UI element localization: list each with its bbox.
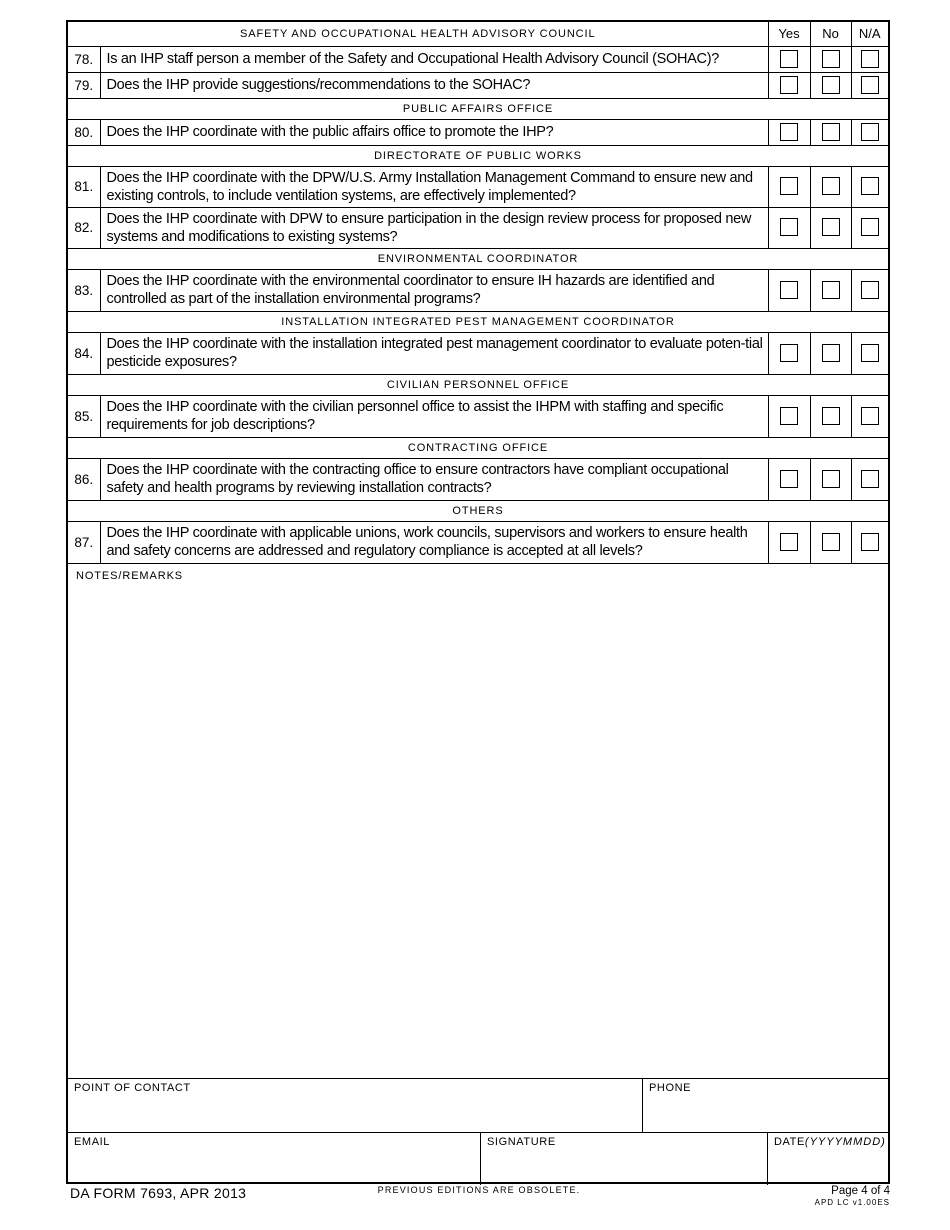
form-version: APD LC v1.00ES	[814, 1198, 890, 1207]
question-number: 85.	[68, 395, 100, 437]
question-text: Does the IHP provide suggestions/recommendations to the SOHAC?	[100, 72, 768, 98]
yes-checkbox[interactable]	[780, 50, 798, 68]
yes-checkbox[interactable]	[780, 177, 798, 195]
section-header-row	[68, 500, 888, 521]
na-checkbox[interactable]	[861, 281, 879, 299]
section-title: ENVIRONMENTAL COORDINATOR	[68, 248, 888, 269]
page-number: Page 4 of 4	[831, 1185, 890, 1197]
no-checkbox[interactable]	[822, 344, 840, 362]
yes-checkbox[interactable]	[780, 123, 798, 141]
no-checkbox[interactable]	[822, 470, 840, 488]
question-number: 87.	[68, 521, 100, 563]
no-checkbox[interactable]	[822, 177, 840, 195]
email-field[interactable]	[68, 1133, 480, 1185]
yes-checkbox[interactable]	[780, 407, 798, 425]
form-frame	[66, 20, 890, 1184]
na-checkbox[interactable]	[861, 218, 879, 236]
question-row	[68, 395, 888, 437]
obsolete-notice: PREVIOUS EDITIONS ARE OBSOLETE.	[377, 1185, 581, 1195]
question-row	[68, 46, 888, 72]
question-row	[68, 119, 888, 145]
form-number: DA FORM 7693, APR 2013	[70, 1185, 247, 1201]
signature-row	[68, 1132, 888, 1185]
date-label: DATE	[774, 1136, 805, 1148]
yes-checkbox[interactable]	[780, 344, 798, 362]
signature-label: SIGNATURE	[487, 1136, 556, 1148]
question-number: 84.	[68, 332, 100, 374]
section-title: INSTALLATION INTEGRATED PEST MANAGEMENT COORDINATOR	[68, 311, 888, 332]
section-header-row	[68, 145, 888, 166]
point-of-contact-label: POINT OF CONTACT	[74, 1082, 191, 1094]
question-number: 80.	[68, 119, 100, 145]
na-checkbox[interactable]	[861, 50, 879, 68]
no-checkbox[interactable]	[822, 123, 840, 141]
section-title: DIRECTORATE OF PUBLIC WORKS	[68, 145, 888, 166]
no-checkbox[interactable]	[822, 50, 840, 68]
date-format-hint: (YYYYMMDD)	[804, 1136, 886, 1148]
question-number: 86.	[68, 458, 100, 500]
no-checkbox[interactable]	[822, 281, 840, 299]
question-text: Does the IHP coordinate with the environmental coordinator to ensure IH hazards are identified and controlled as part of the installation environmental programs?	[100, 269, 768, 311]
question-text: Does the IHP coordinate with the DPW/U.S. Army Installation Management Command to ensure new and existing controls, to include ventilation systems, are effectively implemented?	[100, 166, 768, 207]
section-title: SAFETY AND OCCUPATIONAL HEALTH ADVISORY COUNCIL	[68, 22, 768, 46]
notes-remarks-area[interactable]	[68, 586, 888, 1076]
na-checkbox[interactable]	[861, 123, 879, 141]
na-checkbox[interactable]	[861, 533, 879, 551]
question-text: Does the IHP coordinate with applicable unions, work councils, supervisors and workers to ensure health and safety concerns are addressed and regulatory compliance is accepted at all levels?	[100, 521, 768, 563]
question-row	[68, 332, 888, 374]
section-header-row	[68, 248, 888, 269]
email-label: EMAIL	[74, 1136, 111, 1148]
section-header-row	[68, 437, 888, 458]
no-checkbox[interactable]	[822, 218, 840, 236]
no-checkbox[interactable]	[822, 533, 840, 551]
question-text: Does the IHP coordinate with the civilian personnel office to assist the IHPM with staffing and specific requirements for job descriptions?	[100, 395, 768, 437]
question-row	[68, 458, 888, 500]
na-checkbox[interactable]	[861, 76, 879, 94]
question-row	[68, 269, 888, 311]
contact-row	[68, 1078, 888, 1133]
yes-column-header: Yes	[768, 22, 810, 46]
no-checkbox[interactable]	[822, 76, 840, 94]
question-text: Does the IHP coordinate with DPW to ensure participation in the design review process for proposed new systems and modifications to existing systems?	[100, 207, 768, 248]
section-title: OTHERS	[68, 500, 888, 521]
question-row	[68, 207, 888, 248]
section-header-row	[68, 374, 888, 395]
yes-checkbox[interactable]	[780, 218, 798, 236]
question-number: 82.	[68, 207, 100, 248]
notes-remarks-label: NOTES/REMARKS	[76, 570, 184, 582]
phone-label: PHONE	[649, 1082, 692, 1094]
na-column-header: N/A	[851, 22, 888, 46]
section-title: CONTRACTING OFFICE	[68, 437, 888, 458]
checklist-table	[68, 22, 888, 564]
question-number: 79.	[68, 72, 100, 98]
question-number: 78.	[68, 46, 100, 72]
question-text: Does the IHP coordinate with the installation integrated pest management coordinator to evaluate poten-tial pesticide exposures?	[100, 332, 768, 374]
page-info	[815, 1185, 890, 1207]
date-field[interactable]	[767, 1133, 888, 1185]
question-row	[68, 72, 888, 98]
question-row	[68, 521, 888, 563]
na-checkbox[interactable]	[861, 470, 879, 488]
yes-checkbox[interactable]	[780, 281, 798, 299]
no-checkbox[interactable]	[822, 407, 840, 425]
question-number: 83.	[68, 269, 100, 311]
section-header-row	[68, 22, 888, 46]
yes-checkbox[interactable]	[780, 470, 798, 488]
section-header-row	[68, 98, 888, 119]
na-checkbox[interactable]	[861, 344, 879, 362]
yes-checkbox[interactable]	[780, 533, 798, 551]
section-title: PUBLIC AFFAIRS OFFICE	[68, 98, 888, 119]
question-text: Does the IHP coordinate with the public affairs office to promote the IHP?	[100, 119, 768, 145]
na-checkbox[interactable]	[861, 177, 879, 195]
question-row	[68, 166, 888, 207]
no-column-header: No	[810, 22, 851, 46]
yes-checkbox[interactable]	[780, 76, 798, 94]
signature-field[interactable]	[480, 1133, 767, 1185]
na-checkbox[interactable]	[861, 407, 879, 425]
question-text: Does the IHP coordinate with the contracting office to ensure contractors have compliant occupational safety and health programs by reviewing installation contracts?	[100, 458, 768, 500]
section-header-row	[68, 311, 888, 332]
question-number: 81.	[68, 166, 100, 207]
point-of-contact-field[interactable]	[68, 1079, 642, 1133]
section-title: CIVILIAN PERSONNEL OFFICE	[68, 374, 888, 395]
phone-field[interactable]	[642, 1079, 888, 1133]
question-text: Is an IHP staff person a member of the Safety and Occupational Health Advisory Council (SOHAC)?	[100, 46, 768, 72]
